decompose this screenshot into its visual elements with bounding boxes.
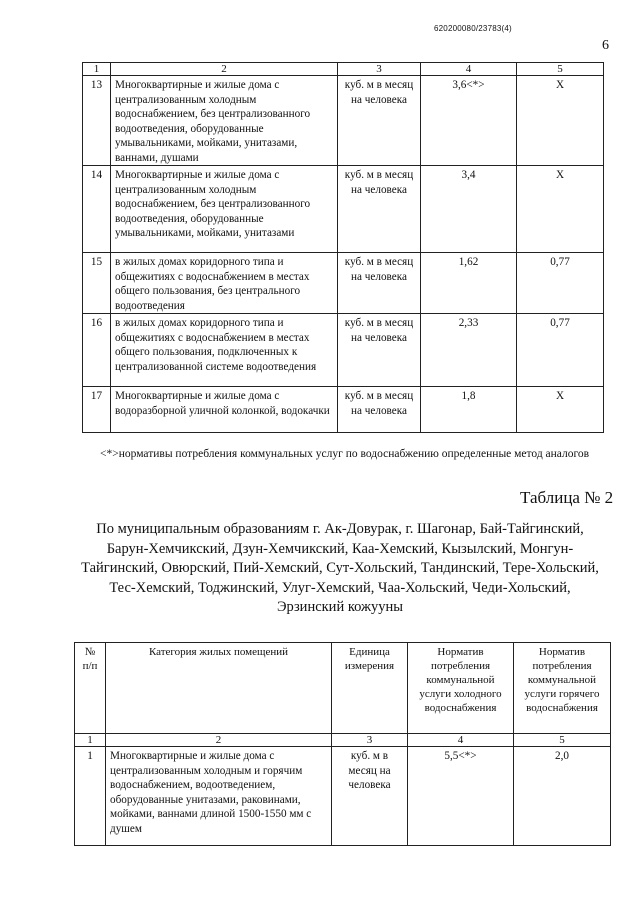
row-number: 15 bbox=[83, 253, 111, 314]
table-row bbox=[83, 387, 604, 433]
table-row bbox=[83, 253, 604, 314]
column-number-row bbox=[83, 63, 604, 76]
column-number: 1 bbox=[83, 63, 111, 76]
column-number: 2 bbox=[106, 734, 332, 747]
cold-water-norm: 3,4 bbox=[421, 166, 517, 253]
hot-water-norm: X bbox=[517, 166, 604, 253]
cold-water-norm: 1,62 bbox=[421, 253, 517, 314]
hot-water-norm: 2,0 bbox=[514, 747, 611, 846]
header-row bbox=[75, 643, 611, 734]
header-num: № п/п bbox=[75, 643, 106, 734]
table-title: Таблица № 2 bbox=[520, 488, 614, 507]
table-row bbox=[75, 747, 611, 846]
unit: куб. м в месяц на человека bbox=[338, 387, 421, 433]
municipalities-heading: По муниципальным образованиям г. Ак-Довурак, г. Шагонар, Бай-Тайгинский, Барун-Хемчикский, Дзун-Хемчикский, Каа-Хемский, Кызылский, Монгун-Тайгинский, Овюрский, Пий-Хемский, Сут-Хольский, Тандинский, Тере-Хольский, Тес-Хемский, Тоджинский, Улуг-Хемский, Чаа-Хольский, Чеди-Хольский, Эрзинский кожууны bbox=[81, 521, 599, 615]
row-number: 1 bbox=[75, 747, 106, 846]
hot-water-norm: 0,77 bbox=[517, 253, 604, 314]
unit: куб. м в месяц на человека bbox=[338, 76, 421, 166]
footnote bbox=[40, 447, 615, 462]
column-number: 5 bbox=[517, 63, 604, 76]
cold-water-norm: 1,8 bbox=[421, 387, 517, 433]
header-cold-norm: Норматив потребления коммунальной услуги холодного водоснабжения bbox=[408, 643, 514, 734]
housing-category: Многоквартирные и жилые дома с водоразборной уличной колонкой, водокачки bbox=[111, 387, 338, 433]
row-number: 17 bbox=[83, 387, 111, 433]
table-row bbox=[83, 314, 604, 387]
header-category: Категория жилых помещений bbox=[106, 643, 332, 734]
cold-water-norm: 3,6<*> bbox=[421, 76, 517, 166]
column-number: 3 bbox=[332, 734, 408, 747]
table-row bbox=[83, 166, 604, 253]
unit: куб. м в месяц на человека bbox=[338, 314, 421, 387]
column-number: 4 bbox=[408, 734, 514, 747]
hot-water-norm: X bbox=[517, 76, 604, 166]
unit: куб. м в месяц на человека bbox=[338, 253, 421, 314]
footnote-text: <*>нормативы потребления коммунальных услуг по водоснабжению определенные метод аналогов bbox=[100, 448, 590, 460]
cold-water-norm: 2,33 bbox=[421, 314, 517, 387]
housing-category: в жилых домах коридорного типа и общежитиях с водоснабжением в местах общего пользования, без центрального водоотведения bbox=[111, 253, 338, 314]
row-number: 14 bbox=[83, 166, 111, 253]
column-number-row bbox=[75, 734, 611, 747]
column-number: 3 bbox=[338, 63, 421, 76]
row-number: 16 bbox=[83, 314, 111, 387]
housing-category: в жилых домах коридорного типа и общежитиях с водоснабжением в местах общего пользования, подключенных к централизованной системе водоотведения bbox=[111, 314, 338, 387]
housing-category: Многоквартирные и жилые дома с централизованным холодным и горячим водоснабжением, водоотведением, оборудованные унитазами, раковинами, мойками, ваннами длиной 1500-1550 мм с душем bbox=[106, 747, 332, 846]
housing-category: Многоквартирные и жилые дома с централизованным холодным водоснабжением, без централизованного водоотведения, оборудованные умывальниками, мойками, унитазами bbox=[111, 166, 338, 253]
column-number: 4 bbox=[421, 63, 517, 76]
hot-water-norm: X bbox=[517, 387, 604, 433]
norms-table-2 bbox=[74, 642, 611, 846]
unit: куб. м в месяц на человека bbox=[332, 747, 408, 846]
column-number: 5 bbox=[514, 734, 611, 747]
document-id: 620200080/23783(4) bbox=[434, 24, 512, 33]
housing-category: Многоквартирные и жилые дома с централизованным холодным водоснабжением, без централизованного водоотведения, оборудованные умывальниками, мойками, унитазами, ваннами, душами bbox=[111, 76, 338, 166]
table-row bbox=[83, 76, 604, 166]
unit: куб. м в месяц на человека bbox=[338, 166, 421, 253]
header-unit: Единица измерения bbox=[332, 643, 408, 734]
page-number: 6 bbox=[602, 38, 609, 53]
norms-table-1 bbox=[82, 62, 604, 433]
header-hot-norm: Норматив потребления коммунальной услуги горячего водоснабжения bbox=[514, 643, 611, 734]
hot-water-norm: 0,77 bbox=[517, 314, 604, 387]
cold-water-norm: 5,5<*> bbox=[408, 747, 514, 846]
column-number: 1 bbox=[75, 734, 106, 747]
column-number: 2 bbox=[111, 63, 338, 76]
row-number: 13 bbox=[83, 76, 111, 166]
